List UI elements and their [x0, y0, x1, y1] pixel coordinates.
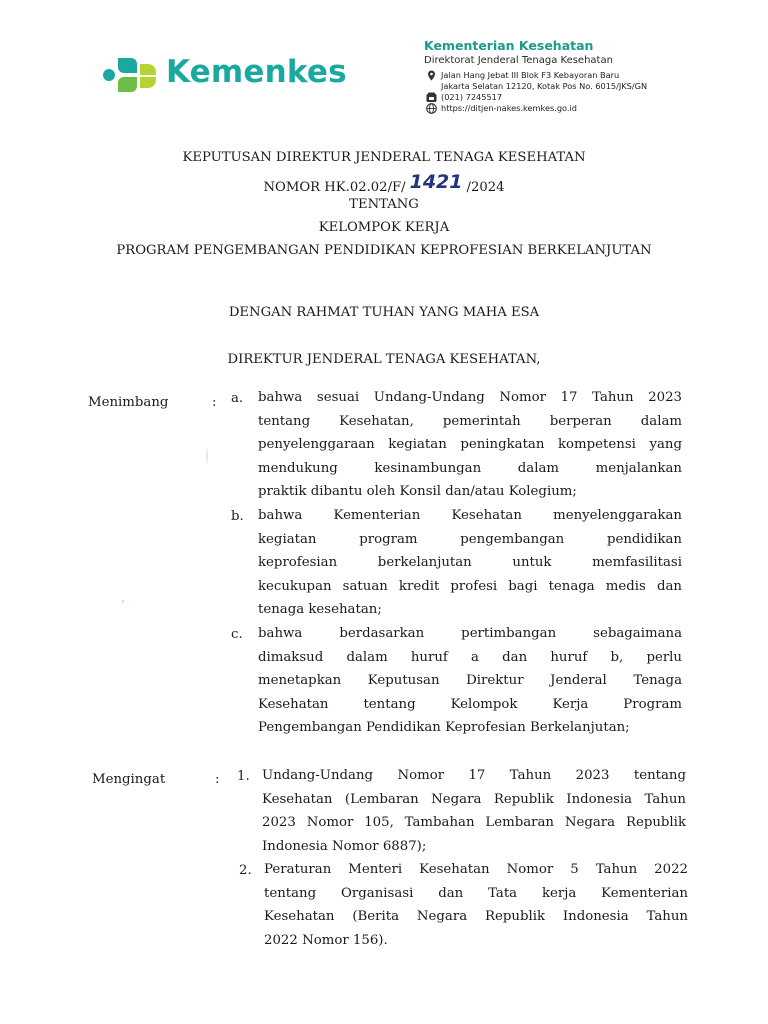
mengingat-marker-2: 2.	[239, 863, 252, 878]
text-line: menetapkan Keputusan Direktur Jenderal Tenaga	[258, 673, 682, 689]
mengingat-colon: :	[215, 772, 220, 787]
location-pin-icon	[426, 70, 438, 81]
menimbang-item-b	[258, 504, 682, 622]
text-line: Undang-Undang Nomor 17 Tahun 2023 tentang	[262, 768, 686, 783]
menimbang-item-c	[258, 622, 682, 740]
handwritten-number: 1421	[409, 171, 463, 193]
org-subunit: Direktorat Jenderal Tenaga Kesehatan	[424, 55, 613, 66]
menimbang-marker-b: b.	[231, 509, 244, 524]
website-row	[426, 103, 647, 114]
text-line: praktik dibantu oleh Konsil dan/atau Kolegium;	[258, 484, 577, 500]
phone-icon	[426, 92, 438, 103]
text-line: bahwa sesuai Undang-Undang Nomor 17 Tahun 2023	[258, 390, 682, 405]
kemenkes-logo-icon	[102, 48, 160, 102]
blessing-heading: DENGAN RAHMAT TUHAN YANG MAHA ESA	[228, 305, 540, 320]
text-line: kecukupan satuan kredit profesi bagi tenaga medis dan	[258, 578, 682, 594]
website-url[interactable]: https://ditjen-nakes.kemkes.go.id	[441, 103, 577, 113]
address-line-1: Jalan Hang Jebat III Blok F3 Kebayoran Baru	[441, 70, 620, 80]
organization-block	[424, 38, 613, 66]
brand-name: Kemenkes	[166, 54, 347, 90]
text-line: penyelenggaraan kegiatan peningkatan kompetensi yang	[258, 437, 682, 453]
menimbang-colon: :	[212, 395, 217, 410]
menimbang-label: Menimbang	[88, 395, 169, 410]
text-line: Indonesia Nomor 6887);	[262, 838, 427, 854]
mengingat-item-2	[264, 858, 688, 952]
scan-speck	[122, 600, 124, 603]
scan-speck	[206, 448, 208, 464]
mengingat-item-1	[262, 764, 686, 858]
text-line: tentang Kesehatan, pemerintah berperan dalam	[258, 413, 682, 429]
menimbang-marker-c: c.	[231, 627, 243, 642]
decree-subject-2: PROGRAM PENGEMBANGAN PENDIDIKAN KEPROFESIAN BERKELANJUTAN	[116, 243, 652, 258]
text-line: dimaksud dalam huruf a dan huruf b, perlu	[258, 649, 682, 665]
text-line: Kesehatan (Berita Negara Republik Indonesia Tahun	[264, 909, 688, 925]
text-line: Pengembangan Pendidikan Keprofesian Berkelanjutan;	[258, 720, 630, 736]
decree-subject-1: KELOMPOK KERJA	[318, 220, 450, 235]
decree-title: KEPUTUSAN DIREKTUR JENDERAL TENAGA KESEHATAN	[182, 150, 586, 165]
text-line: mendukung kesinambungan dalam menjalankan	[258, 460, 682, 476]
text-line: 2023 Nomor 105, Tambahan Lembaran Negara Republik	[262, 815, 686, 831]
text-line: bahwa berdasarkan pertimbangan sebagaimana	[258, 626, 682, 641]
text-line: bahwa Kementerian Kesehatan menyelenggarakan	[258, 508, 682, 523]
phone-row	[426, 92, 647, 103]
address-row-2	[426, 81, 647, 92]
address-row	[426, 70, 647, 81]
phone-number: (021) 7245517	[441, 92, 503, 102]
text-line: tentang Organisasi dan Tata kerja Kementerian	[264, 885, 688, 901]
text-line: Peraturan Menteri Kesehatan Nomor 5 Tahun 2022	[264, 862, 688, 877]
mengingat-marker-1: 1.	[237, 769, 250, 784]
decree-number-suffix: /2024	[466, 180, 505, 195]
text-line: 2022 Nomor 156).	[264, 932, 388, 948]
menimbang-item-a	[258, 386, 682, 504]
org-name: Kementerian Kesehatan	[424, 38, 594, 53]
decree-number	[0, 171, 768, 196]
decree-about: TENTANG	[349, 197, 419, 212]
decree-number-prefix: NOMOR HK.02.02/F/	[263, 180, 406, 195]
text-line: Kesehatan tentang Kelompok Kerja Program	[258, 696, 682, 712]
text-line: Kesehatan (Lembaran Negara Republik Indonesia Tahun	[262, 791, 686, 807]
menimbang-marker-a: a.	[231, 391, 244, 406]
address-line-2: Jakarta Selatan 12120, Kotak Pos No. 6015/JKS/GN	[441, 81, 648, 91]
text-line: kegiatan program pengembangan pendidikan	[258, 531, 682, 547]
authority-heading: DIREKTUR JENDERAL TENAGA KESEHATAN,	[227, 352, 541, 367]
globe-icon	[426, 103, 438, 114]
text-line: tenaga kesehatan;	[258, 602, 382, 618]
mengingat-label: Mengingat	[92, 772, 166, 787]
contact-block	[426, 70, 647, 114]
text-line: keprofesian berkelanjutan untuk memfasilitasi	[258, 555, 682, 571]
